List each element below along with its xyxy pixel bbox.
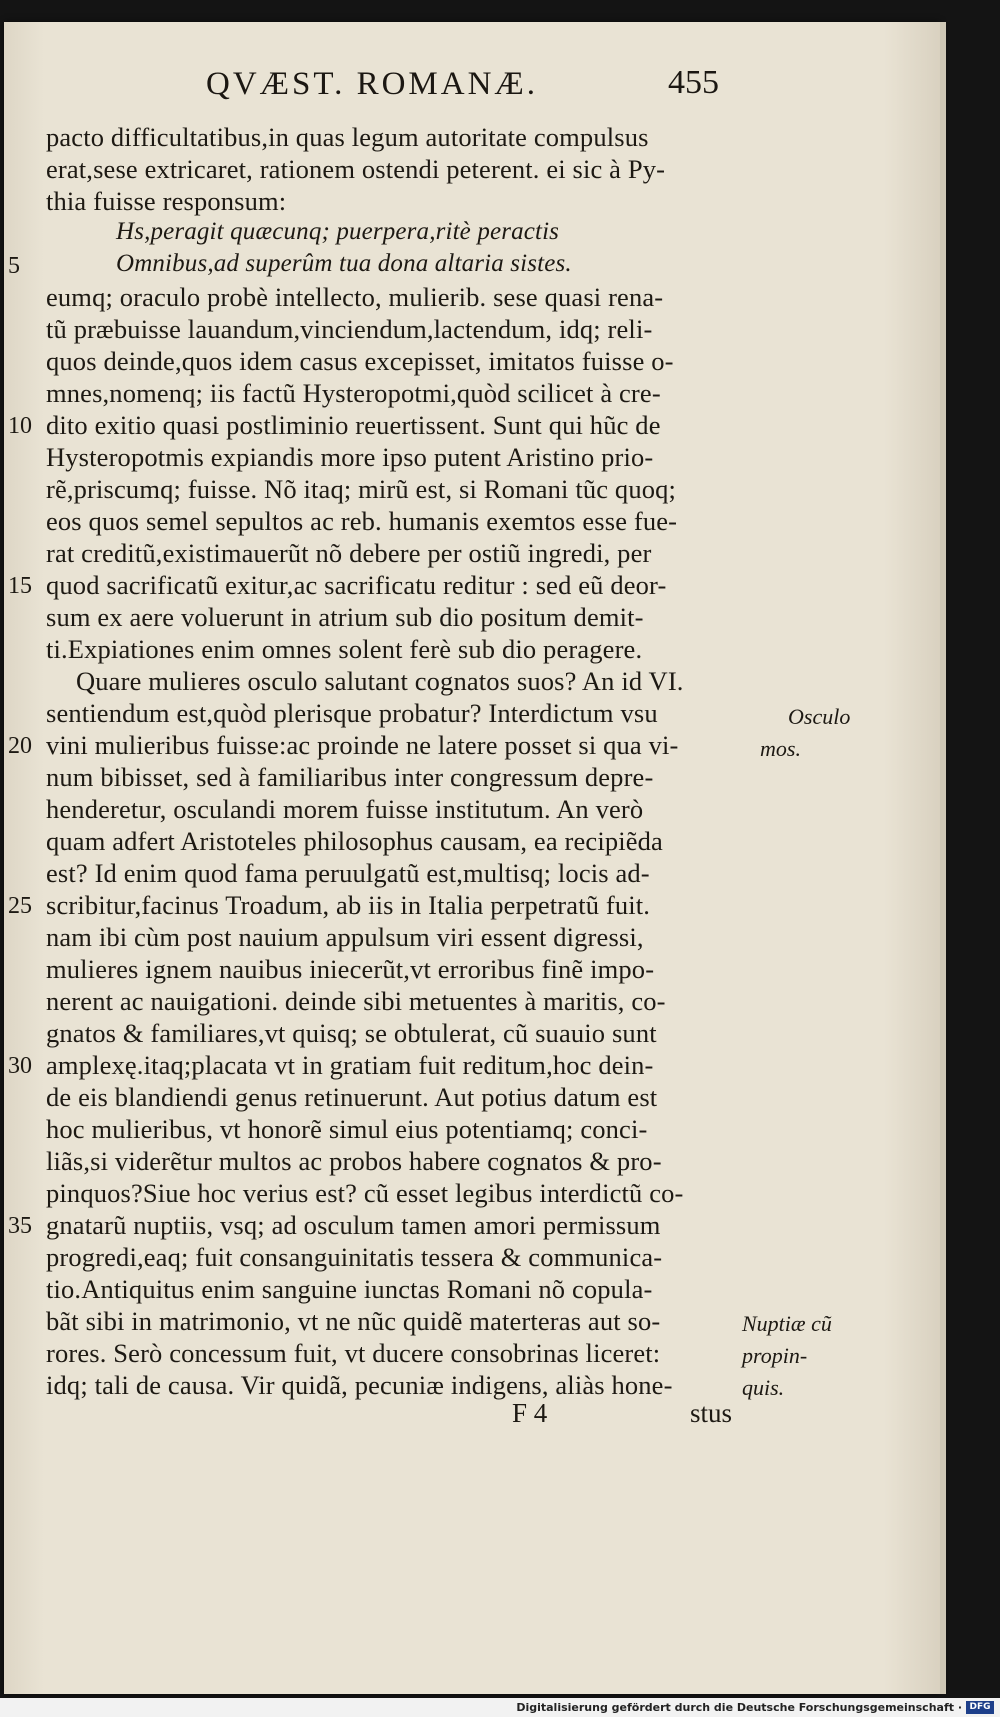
page-number: 455 <box>668 64 719 101</box>
text-line: pacto difficultatibus,in quas legum autoritate compulsus <box>46 122 649 152</box>
text-line: dito exitio quasi postliminio reuertissent. Sunt qui hũc de <box>46 410 661 440</box>
text-line: idq; tali de causa. Vir quidã, pecuniæ indigens, aliàs hone- <box>46 1370 673 1400</box>
line-number: 30 <box>8 1053 32 1079</box>
margin-note: quis. <box>742 1375 785 1400</box>
text-line: gnatarũ nuptiis, vsq; ad osculum tamen amori permissum <box>46 1210 661 1240</box>
text-line: Hysteropotmis expiandis more ipso putent Aristino prio- <box>46 442 654 472</box>
text-line: bãt sibi in matrimonio, vt ne nũc quidẽ materteras aut so- <box>46 1306 661 1336</box>
text-line: henderetur, osculandi morem fuisse institutum. An verò <box>46 794 644 824</box>
text-line: rores. Serò concessum fuit, vt ducere consobrinas liceret: <box>46 1338 661 1368</box>
text-line: est? Id enim quod fama peruulgatũ est,multisq; locis ad- <box>46 858 650 888</box>
text-line: quam adfert Aristoteles philosophus causam, ea recipiẽda <box>46 826 663 856</box>
footer-text: Digitalisierung gefördert durch die Deutsche Forschungsgemeinschaft · <box>516 1701 962 1714</box>
verse-line: Hs,peragit quæcunq; puerpera,ritè peractis <box>116 218 560 245</box>
text-line: rẽ,priscumq; fuisse. Nõ itaq; mirũ est, si Romani tũc quoq; <box>46 474 677 504</box>
line-number: 10 <box>8 413 32 439</box>
text-line: hoc mulieribus, vt honorẽ simul eius potentiamq; conci- <box>46 1114 648 1144</box>
text-line: erat,sese extricaret, rationem ostendi peterent. ei sic à Py- <box>46 154 666 184</box>
line-number: 35 <box>8 1213 32 1239</box>
text-line: scribitur,facinus Troadum, ab iis in Italia perpetratũ fuit. <box>46 890 651 920</box>
line-number: 5 <box>8 253 20 279</box>
text-line: gnatos & familiares,vt quisq; se obtulerat, cũ suauio sunt <box>46 1018 657 1048</box>
text-line: mnes,nomenq; iis factũ Hysteropotmi,quòd scilicet à cre- <box>46 378 661 408</box>
text-line: nerent ac nauigationi. deinde sibi metuentes à maritis, co- <box>46 986 666 1016</box>
text-line: de eis blandiendi genus retinuerunt. Aut potius datum est <box>46 1082 658 1112</box>
text-line: nam ibi cùm post nauium appulsum viri essent digressi, <box>46 922 644 952</box>
text-line: tio.Antiquitus enim sanguine iunctas Romani nõ copula- <box>46 1274 653 1304</box>
text-line: mulieres ignem nauibus iniecerũt,vt erroribus finẽ impo- <box>46 954 655 984</box>
running-title: QVÆST. ROMANÆ. <box>206 66 539 102</box>
line-number: 20 <box>8 733 32 759</box>
catchword: stus <box>690 1398 733 1428</box>
line-number: 15 <box>8 573 32 599</box>
text-line: progredi,eaq; fuit consanguinitatis tessera & communica- <box>46 1242 663 1272</box>
text-line: eumq; oraculo probè intellecto, mulierib. sese quasi rena- <box>46 282 664 312</box>
text-line: ti.Expiationes enim omnes solent ferè sub dio peragere. <box>46 634 643 664</box>
text-line: num bibisset, sed à familiaribus inter congressum depre- <box>46 762 654 792</box>
line-number: 25 <box>8 893 32 919</box>
page-edge <box>940 22 946 1694</box>
verse-line: Omnibus,ad superûm tua dona altaria sistes. <box>116 250 572 277</box>
text-line: sum ex aere voluerunt in atrium sub dio positum demit- <box>46 602 644 632</box>
text-line: amplexę.itaq;placata vt in gratiam fuit reditum,hoc dein- <box>46 1050 654 1080</box>
text-line: Quare mulieres osculo salutant cognatos suos? An id VI. <box>76 666 684 696</box>
text-line: liãs,si viderẽtur multos ac probos habere cognatos & pro- <box>46 1146 662 1176</box>
margin-note: mos. <box>760 736 801 761</box>
margin-note: Osculo <box>788 704 851 729</box>
text-line: tũ præbuisse lauandum,vinciendum,lactendum, idq; reli- <box>46 314 653 344</box>
text-line: eos quos semel sepultos ac reb. humanis exemtos esse fue- <box>46 506 678 536</box>
text-line: sentiendum est,quòd plerisque probatur? Interdictum vsu <box>46 698 658 728</box>
digitization-footer <box>0 1698 1000 1717</box>
text-line: quos deinde,quos idem casus excepisset, imitatos fuisse o- <box>46 346 674 376</box>
margin-note: propin- <box>742 1343 808 1368</box>
text-line: thia fuisse responsum: <box>46 186 287 216</box>
dfg-logo: DFG <box>966 1701 994 1714</box>
signature-mark: F 4 <box>512 1398 548 1428</box>
text-line: rat creditũ,existimauerũt nõ debere per ostiũ ingredi, per <box>46 538 652 568</box>
text-line: vini mulieribus fuisse:ac proinde ne latere posset si qua vi- <box>46 730 679 760</box>
margin-note: Nuptiæ cũ <box>742 1311 832 1336</box>
text-line: pinquos?Siue hoc verius est? cũ esset legibus interdictũ co- <box>46 1178 684 1208</box>
text-line: quod sacrificatũ exitur,ac sacrificatu reditur : sed eũ deor- <box>46 570 667 600</box>
